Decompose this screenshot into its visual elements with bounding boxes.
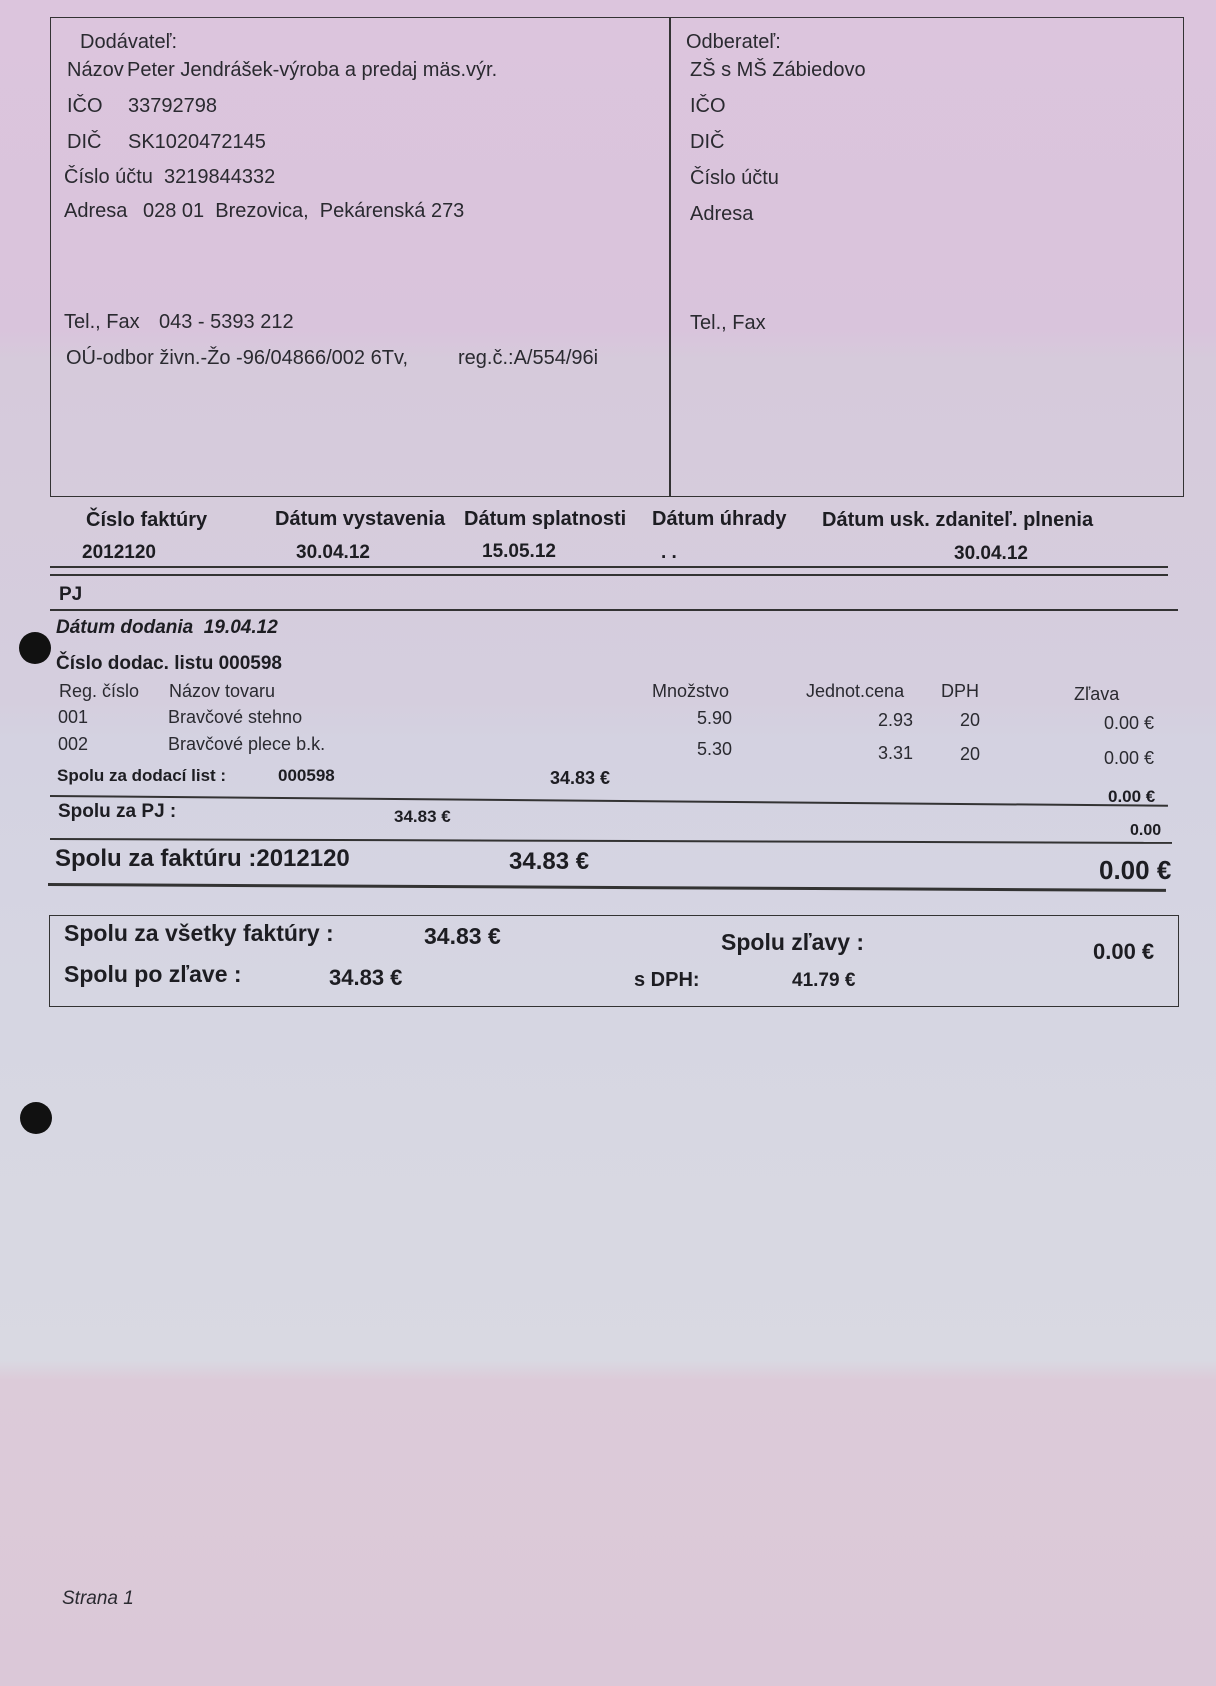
col-reg: Reg. číslo [59, 681, 140, 701]
supplier-registry: OÚ-odbor živn.-Žo -96/04866/002 6Tv, [66, 347, 409, 369]
punch-hole-bottom [20, 1102, 52, 1134]
pj-subtotal-rule [50, 838, 1172, 843]
customer-dic-label: DIČ [690, 131, 725, 153]
header-rule-2 [50, 574, 1168, 576]
table-row-name: Bravčové plece b.k. [168, 734, 326, 754]
customer-name: ZŠ s MŠ Zábiedovo [690, 59, 866, 81]
col-discount: Zľava [1074, 684, 1120, 704]
summary-discount-label: Spolu zľavy : [721, 929, 865, 955]
customer-phone-label: Tel., Fax [690, 312, 766, 334]
paid-date: . . [661, 542, 677, 563]
table-row-discount: 0.00 € [1104, 713, 1155, 733]
pj-subtotal-discount: 0.00 [1130, 822, 1162, 839]
invoice-subtotal-label: Spolu za faktúru : [55, 845, 257, 872]
col-qty: Množstvo [652, 681, 730, 701]
party-divider [669, 17, 671, 497]
summary-vat-label: s DPH: [634, 969, 700, 991]
supplier-dic: SK1020472145 [128, 131, 266, 153]
col-price: Jednot.cena [806, 681, 905, 701]
table-row-name: Bravčové stehno [168, 707, 303, 727]
supplier-name: Peter Jendrášek-výroba a predaj mäs.výr. [127, 59, 498, 81]
invoice-subtotal-rule [48, 883, 1166, 892]
supplier-phone-label: Tel., Fax [64, 311, 140, 333]
punch-hole-top [19, 632, 51, 664]
customer-address-label: Adresa [690, 203, 754, 225]
supplier-account: 3219844332 [164, 166, 276, 188]
supplier-address-label: Adresa [64, 200, 128, 222]
table-row-vat: 20 [960, 710, 981, 730]
pj-subtotal-label: Spolu za PJ : [58, 801, 177, 822]
note-subtotal-label: Spolu za dodací list : [57, 766, 227, 785]
delivery-note-label: Číslo dodac. listu [56, 653, 214, 674]
table-row-vat: 20 [960, 744, 981, 764]
issue-date: 30.04.12 [296, 542, 370, 563]
supplier-heading: Dodávateľ: [80, 31, 178, 53]
delivery-date-value: 19.04.12 [203, 617, 278, 638]
note-subtotal-rule [50, 795, 1168, 806]
section-label: PJ [59, 584, 83, 605]
note-subtotal-number: 000598 [278, 766, 335, 785]
due-date: 15.05.12 [482, 541, 556, 562]
invoice-number-label: Číslo faktúry [86, 509, 208, 531]
tax-date-label: Dátum usk. zdaniteľ. plnenia [822, 509, 1094, 531]
invoice-subtotal-number: 2012120 [256, 845, 350, 872]
tax-date: 30.04.12 [954, 543, 1028, 564]
summary-after-label: Spolu po zľave : [64, 961, 242, 987]
col-name: Názov tovaru [169, 681, 276, 701]
table-row-reg: 001 [58, 707, 89, 727]
delivery-note-number: 000598 [218, 653, 282, 674]
supplier-phone: 043 - 5393 212 [159, 311, 294, 333]
col-vat: DPH [941, 681, 980, 701]
customer-account-label: Číslo účtu [690, 167, 779, 189]
supplier-ico-label: IČO [67, 95, 103, 117]
supplier-account-label: Číslo účtu [64, 166, 153, 188]
issue-date-label: Dátum vystavenia [275, 508, 446, 530]
supplier-ico: 33792798 [128, 95, 217, 117]
supplier-address: 028 01 Brezovica, Pekárenská 273 [143, 200, 465, 222]
summary-all-total: 34.83 € [424, 923, 501, 949]
customer-heading: Odberateľ: [686, 31, 781, 53]
invoice-subtotal-discount: 0.00 € [1099, 855, 1172, 885]
summary-discount-total: 0.00 € [1093, 939, 1155, 964]
summary-all-label: Spolu za všetky faktúry : [64, 920, 334, 946]
table-row-qty: 5.90 [697, 708, 733, 728]
pj-subtotal-total: 34.83 € [394, 807, 451, 826]
page-number: Strana 1 [62, 1588, 134, 1609]
customer-ico-label: IČO [690, 95, 726, 117]
note-subtotal-discount: 0.00 € [1108, 787, 1156, 806]
delivery-date [56, 617, 278, 639]
table-row-qty: 5.30 [697, 739, 733, 759]
supplier-reg-no: reg.č.:A/554/96i [458, 347, 599, 369]
header-rule-1 [50, 566, 1168, 568]
delivery-date-label: Dátum dodania [56, 617, 194, 638]
invoice-number: 2012120 [82, 542, 156, 563]
summary-vat-total: 41.79 € [792, 970, 856, 991]
paid-date-label: Dátum úhrady [652, 508, 787, 530]
table-row-price: 3.31 [878, 743, 914, 763]
summary-after-total: 34.83 € [329, 965, 403, 990]
table-row-discount: 0.00 € [1104, 748, 1155, 768]
supplier-name-label: Názov [67, 59, 124, 81]
note-subtotal-total: 34.83 € [550, 768, 611, 788]
supplier-dic-label: DIČ [67, 131, 102, 153]
invoice-subtotal [55, 845, 350, 873]
delivery-note [56, 653, 282, 675]
due-date-label: Dátum splatnosti [464, 508, 627, 530]
table-row-reg: 002 [58, 734, 89, 754]
table-row-price: 2.93 [878, 710, 914, 730]
invoice-subtotal-total: 34.83 € [509, 848, 590, 875]
section-rule [50, 609, 1178, 611]
party-box [50, 17, 1184, 497]
